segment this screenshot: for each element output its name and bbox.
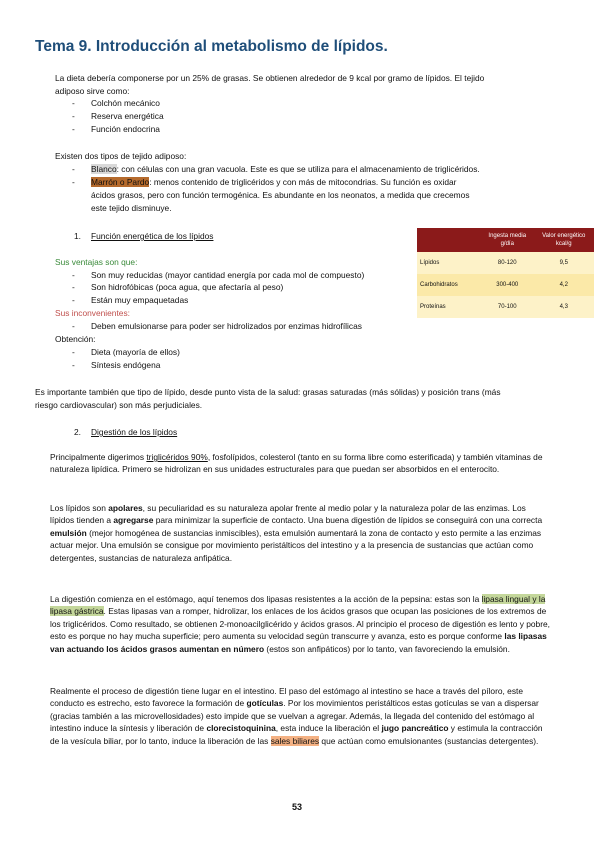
list-item: Deben emulsionarse para poder ser hidrolizados por enzimas hidrofílicas: [91, 321, 362, 331]
text-run: para minimizar la superficie de contacto. Una buena digestión de lípidos se conseguirá con una correcta: [153, 515, 543, 526]
bullet-dash: -: [72, 347, 75, 357]
digestion-paragraph-1: [50, 451, 550, 476]
table-cell: Lípidos: [417, 252, 481, 274]
table-header-row: [417, 228, 594, 252]
bullet-dash: -: [72, 282, 75, 292]
text-run: , fosfolípidos, colesterol (tanto en su forma libre como esterificada) y también vitaminas de naturaleza lipídica. Primero se hidrolizan en sus unidades estructurales para que puedan ser absorbidos en el enterocito.: [50, 452, 543, 475]
brown-tissue-line: [91, 176, 456, 188]
text-run: que actúan como emulsionantes (sustancias detergentes).: [319, 735, 539, 746]
brown-tissue-line-3: este tejido disminuye.: [91, 203, 172, 213]
section-2-number: 2.: [74, 427, 81, 437]
bullet-dash: -: [72, 295, 75, 305]
bold-term: clorecistoquinina: [206, 723, 276, 734]
table-row: [417, 252, 594, 274]
disadvantages-title: Sus inconvenientes:: [55, 308, 130, 318]
bullet-dash: -: [72, 98, 75, 108]
digestion-paragraph-2: [50, 502, 550, 564]
bullet-dash: -: [72, 177, 75, 187]
intro-line-1: La dieta debería componerse por un 25% de grasas. Se obtienen alrededor de 9 kcal por gramo de lípidos. El tejido: [55, 73, 485, 83]
table-cell: 70-100: [481, 296, 534, 318]
text-run: Principalmente digerimos: [50, 452, 147, 462]
table-row: [417, 296, 594, 318]
triglycerides-underlined: triglicéridos 90%: [146, 452, 208, 462]
list-item: Están muy empaquetadas: [91, 295, 189, 305]
brown-tissue-line-2: ácidos grasos, pero con función termogénica. Es abundante en los neonatos, a medida que crecemos: [91, 190, 470, 200]
text-run: , su peculiaridad es su naturaleza apolar frente al medio polar y la naturaleza polar de las enzimas. Los lípidos tienden a: [50, 503, 526, 526]
advantages-title: Sus ventajas son que:: [55, 257, 138, 267]
bullet-dash: -: [72, 359, 75, 370]
list-item: Son hidrofóbicas (poca agua, que afectaría al peso): [91, 282, 284, 292]
digestion-paragraph-4: [50, 685, 550, 747]
bold-term: apolares: [108, 503, 143, 513]
section-1-heading: Función energética de los lípidos: [91, 231, 214, 241]
list-item: Síntesis endógena: [91, 359, 161, 370]
table-cell: 4,3: [534, 296, 594, 318]
list-item: Función endocrina: [91, 124, 160, 134]
table-header-cell: Ingesta media g/día: [481, 228, 534, 252]
text-run: . Por los movimientos peristálticos estas gotículas se van a dispersar (gracias también a las microvellosidades) esto impide que se vuelvan a agregar. Además, la llegada del contenido del estómago al intestino induce la síntesis y liberación de: [50, 698, 539, 734]
bold-term: las lipasas van actuando los ácidos grasos aumentan en número: [50, 631, 547, 654]
table-header-cell: Valor energético kcal/g: [534, 228, 594, 252]
bullet-dash: -: [72, 269, 75, 280]
text-run: Los lípidos son: [50, 503, 109, 513]
table-cell: Proteínas: [417, 296, 481, 318]
importance-line-1: Es importante también que tipo de lípido, desde punto vista de la salud: grasas saturadas (más sólidas) y posición trans (más: [35, 387, 501, 397]
table-cell: 80-120: [481, 252, 534, 274]
list-item: Colchón mecánico: [91, 98, 160, 108]
white-tissue-text: : con células con una gran vacuola. Este es que se utiliza para el almacenamiento de triglicéridos.: [116, 164, 480, 174]
white-tissue-line: [91, 163, 480, 175]
list-item: Dieta (mayoría de ellos): [91, 347, 180, 357]
digestion-paragraph-3: [50, 593, 550, 655]
list-item: Reserva energética: [91, 111, 164, 121]
text-run: (mejor homogénea de sustancias inmiscibles), esta emulsión aumentará la zona de contacto y esto permite a las enzimas actuar mejor. Una emulsión se consigue por movimiento peristálticos del intestino y a la presencia de sustancias que actúan como detergentes, sustancias de naturaleza anfipática.: [50, 527, 542, 563]
table-cell: 4,2: [534, 274, 594, 296]
importance-line-2: riesgo cardiovascular) son más perjudiciales.: [35, 399, 203, 410]
bold-term: emulsión: [50, 527, 87, 538]
text-run: La digestión comienza en el estómago, aquí tenemos dos lipasas resistentes a la acción de la pepsina: estas son la: [50, 594, 482, 604]
text-run: Realmente el proceso de digestión tiene lugar en el intestino. El paso del estómago al intestino se hace a través del píloro, este conducto es estrecho, esto favorece la formación de: [50, 686, 524, 709]
tissue-intro: Existen dos tipos de tejido adiposo:: [55, 151, 187, 161]
highlighted-bile-salts: sales biliares: [270, 735, 320, 746]
brown-tissue-label: Marrón o Pardo: [91, 177, 150, 187]
table-row: [417, 274, 594, 296]
bullet-dash: -: [72, 164, 75, 174]
bullet-dash: -: [72, 124, 75, 134]
text-run: , esta induce la liberación el: [275, 723, 382, 734]
text-run: y estimula la contracción de la vesícula biliar, por lo tanto, induce la liberación de las: [50, 723, 543, 746]
bullet-dash: -: [72, 111, 75, 121]
brown-tissue-text: : menos contenido de triglicéridos y con más de mitocondrias. Su función es oxidar: [149, 177, 457, 187]
bold-term: gotículas: [246, 698, 284, 709]
bold-term: jugo pancreático: [381, 723, 449, 734]
section-2-heading: Digestión de los lípidos: [91, 427, 178, 437]
highlighted-lipases: lipasa lingual y la lipasa gástrica: [50, 594, 546, 617]
table-cell: 9,5: [534, 252, 594, 274]
list-item: Son muy reducidas (mayor cantidad energía por cada mol de compuesto): [91, 269, 365, 280]
section-1-number: 1.: [74, 231, 81, 241]
bullet-dash: -: [72, 321, 75, 331]
intro-line-2: adiposo sirve como:: [55, 85, 130, 96]
text-run: (estos son anfipáticos) por lo tanto, van favoreciendo la emulsión.: [264, 643, 510, 654]
table-cell: 300-400: [481, 274, 534, 296]
table-cell: Carbohidratos: [417, 274, 481, 296]
page-title: Tema 9. Introducción al metabolismo de lípidos.: [35, 38, 388, 55]
page-number: 53: [292, 802, 303, 812]
white-tissue-label: Blanco: [91, 164, 117, 174]
obtention-title: Obtención:: [55, 334, 96, 344]
bold-term: agregarse: [113, 515, 154, 526]
macronutrient-table: [417, 228, 594, 318]
text-run: . Estas lipasas van a romper, hidrolizar, los enlaces de los ácidos grasos que ocupan las posiciones de los extremos de los triglicéridos. Como resultado, se obtienen 2-monoacilglicérido y ácidos grasos. Al principio el proceso de digestión es lento y pobre, esto es porque no hay mucha superficie; pero aumenta su velocidad según transcurre y avanza, esto es porque conforme: [50, 606, 550, 642]
table-header-cell: [417, 228, 481, 252]
